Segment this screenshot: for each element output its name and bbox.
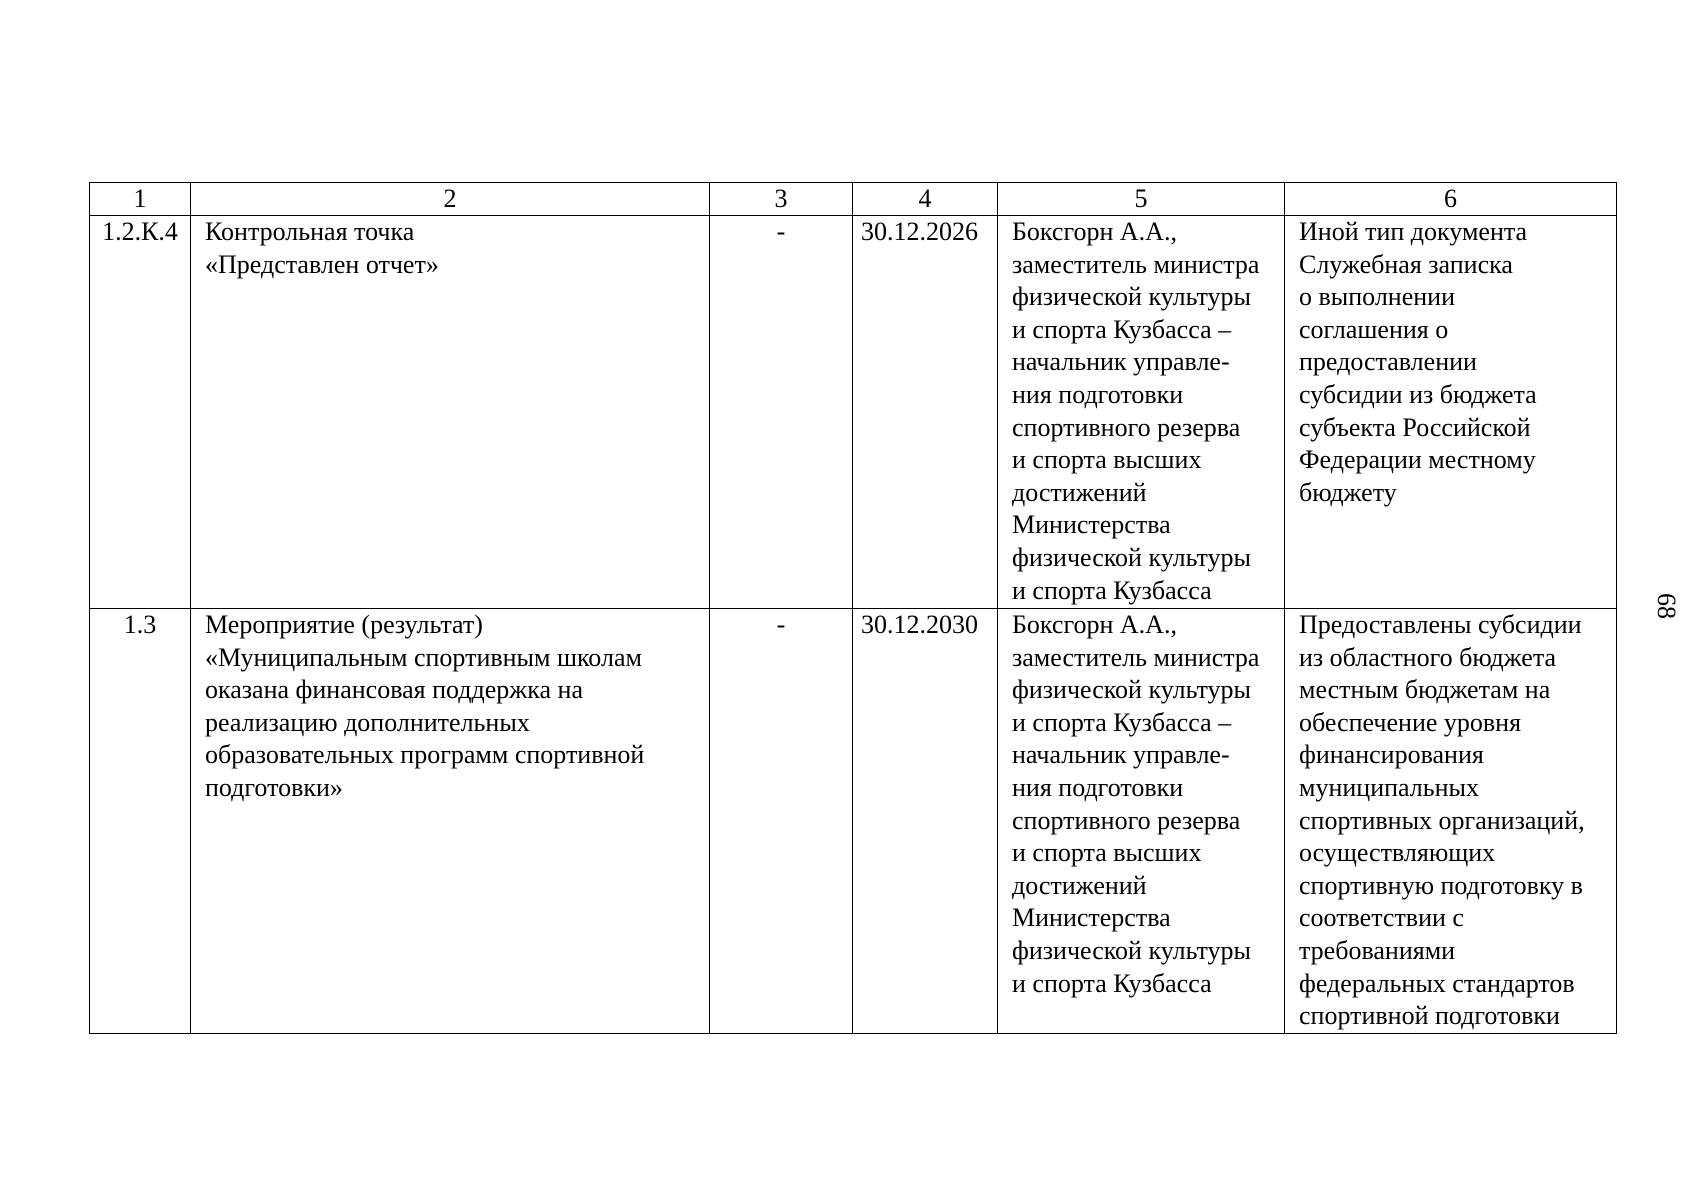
page-number: 68 [1652, 593, 1681, 619]
plan-table [89, 182, 1617, 1034]
row-name: Мероприятие (результат) «Муниципальным спортивным школам оказана финансовая поддержка на реализацию дополнительных образовательных программ спортивной подготовки» [191, 609, 710, 1034]
row-date: 30.12.2030 [853, 609, 998, 1034]
column-header: 4 [853, 183, 998, 216]
column-header: 6 [1285, 183, 1617, 216]
row-date: 30.12.2026 [853, 216, 998, 609]
row-name: Контрольная точка «Представлен отчет» [191, 216, 710, 609]
column-header: 1 [90, 183, 191, 216]
row-column-3: - [710, 216, 853, 609]
row-column-3: - [710, 609, 853, 1034]
column-header: 5 [998, 183, 1285, 216]
row-result: Предоставлены субсидии из областного бюджета местным бюджетам на обеспечение уровня финансирования муниципальных спортивных организаций, осуществляющих спортивную подготовку в соответствии с требованиями федеральных стандартов спортивной подготовки [1285, 609, 1617, 1034]
row-responsible: Боксгорн А.А., заместитель министра физической культуры и спорта Кузбасса – начальник управле- ния подготовки спортивного резерва и спорта высших достижений Министерства физической культуры и спорта Кузбасса [998, 216, 1285, 609]
table-row [90, 609, 1617, 1034]
column-header: 2 [191, 183, 710, 216]
row-responsible: Боксгорн А.А., заместитель министра физической культуры и спорта Кузбасса – начальник управле- ния подготовки спортивного резерва и спорта высших достижений Министерства физической культуры и спорта Кузбасса [998, 609, 1285, 1034]
row-number: 1.3 [90, 609, 191, 1034]
row-result: Иной тип документа Служебная записка о выполнении соглашения о предоставлении субсидии из бюджета субъекта Российской Федерации местному бюджету [1285, 216, 1617, 609]
table-header-row [90, 183, 1617, 216]
table-row [90, 216, 1617, 609]
column-header: 3 [710, 183, 853, 216]
row-number: 1.2.К.4 [90, 216, 191, 609]
